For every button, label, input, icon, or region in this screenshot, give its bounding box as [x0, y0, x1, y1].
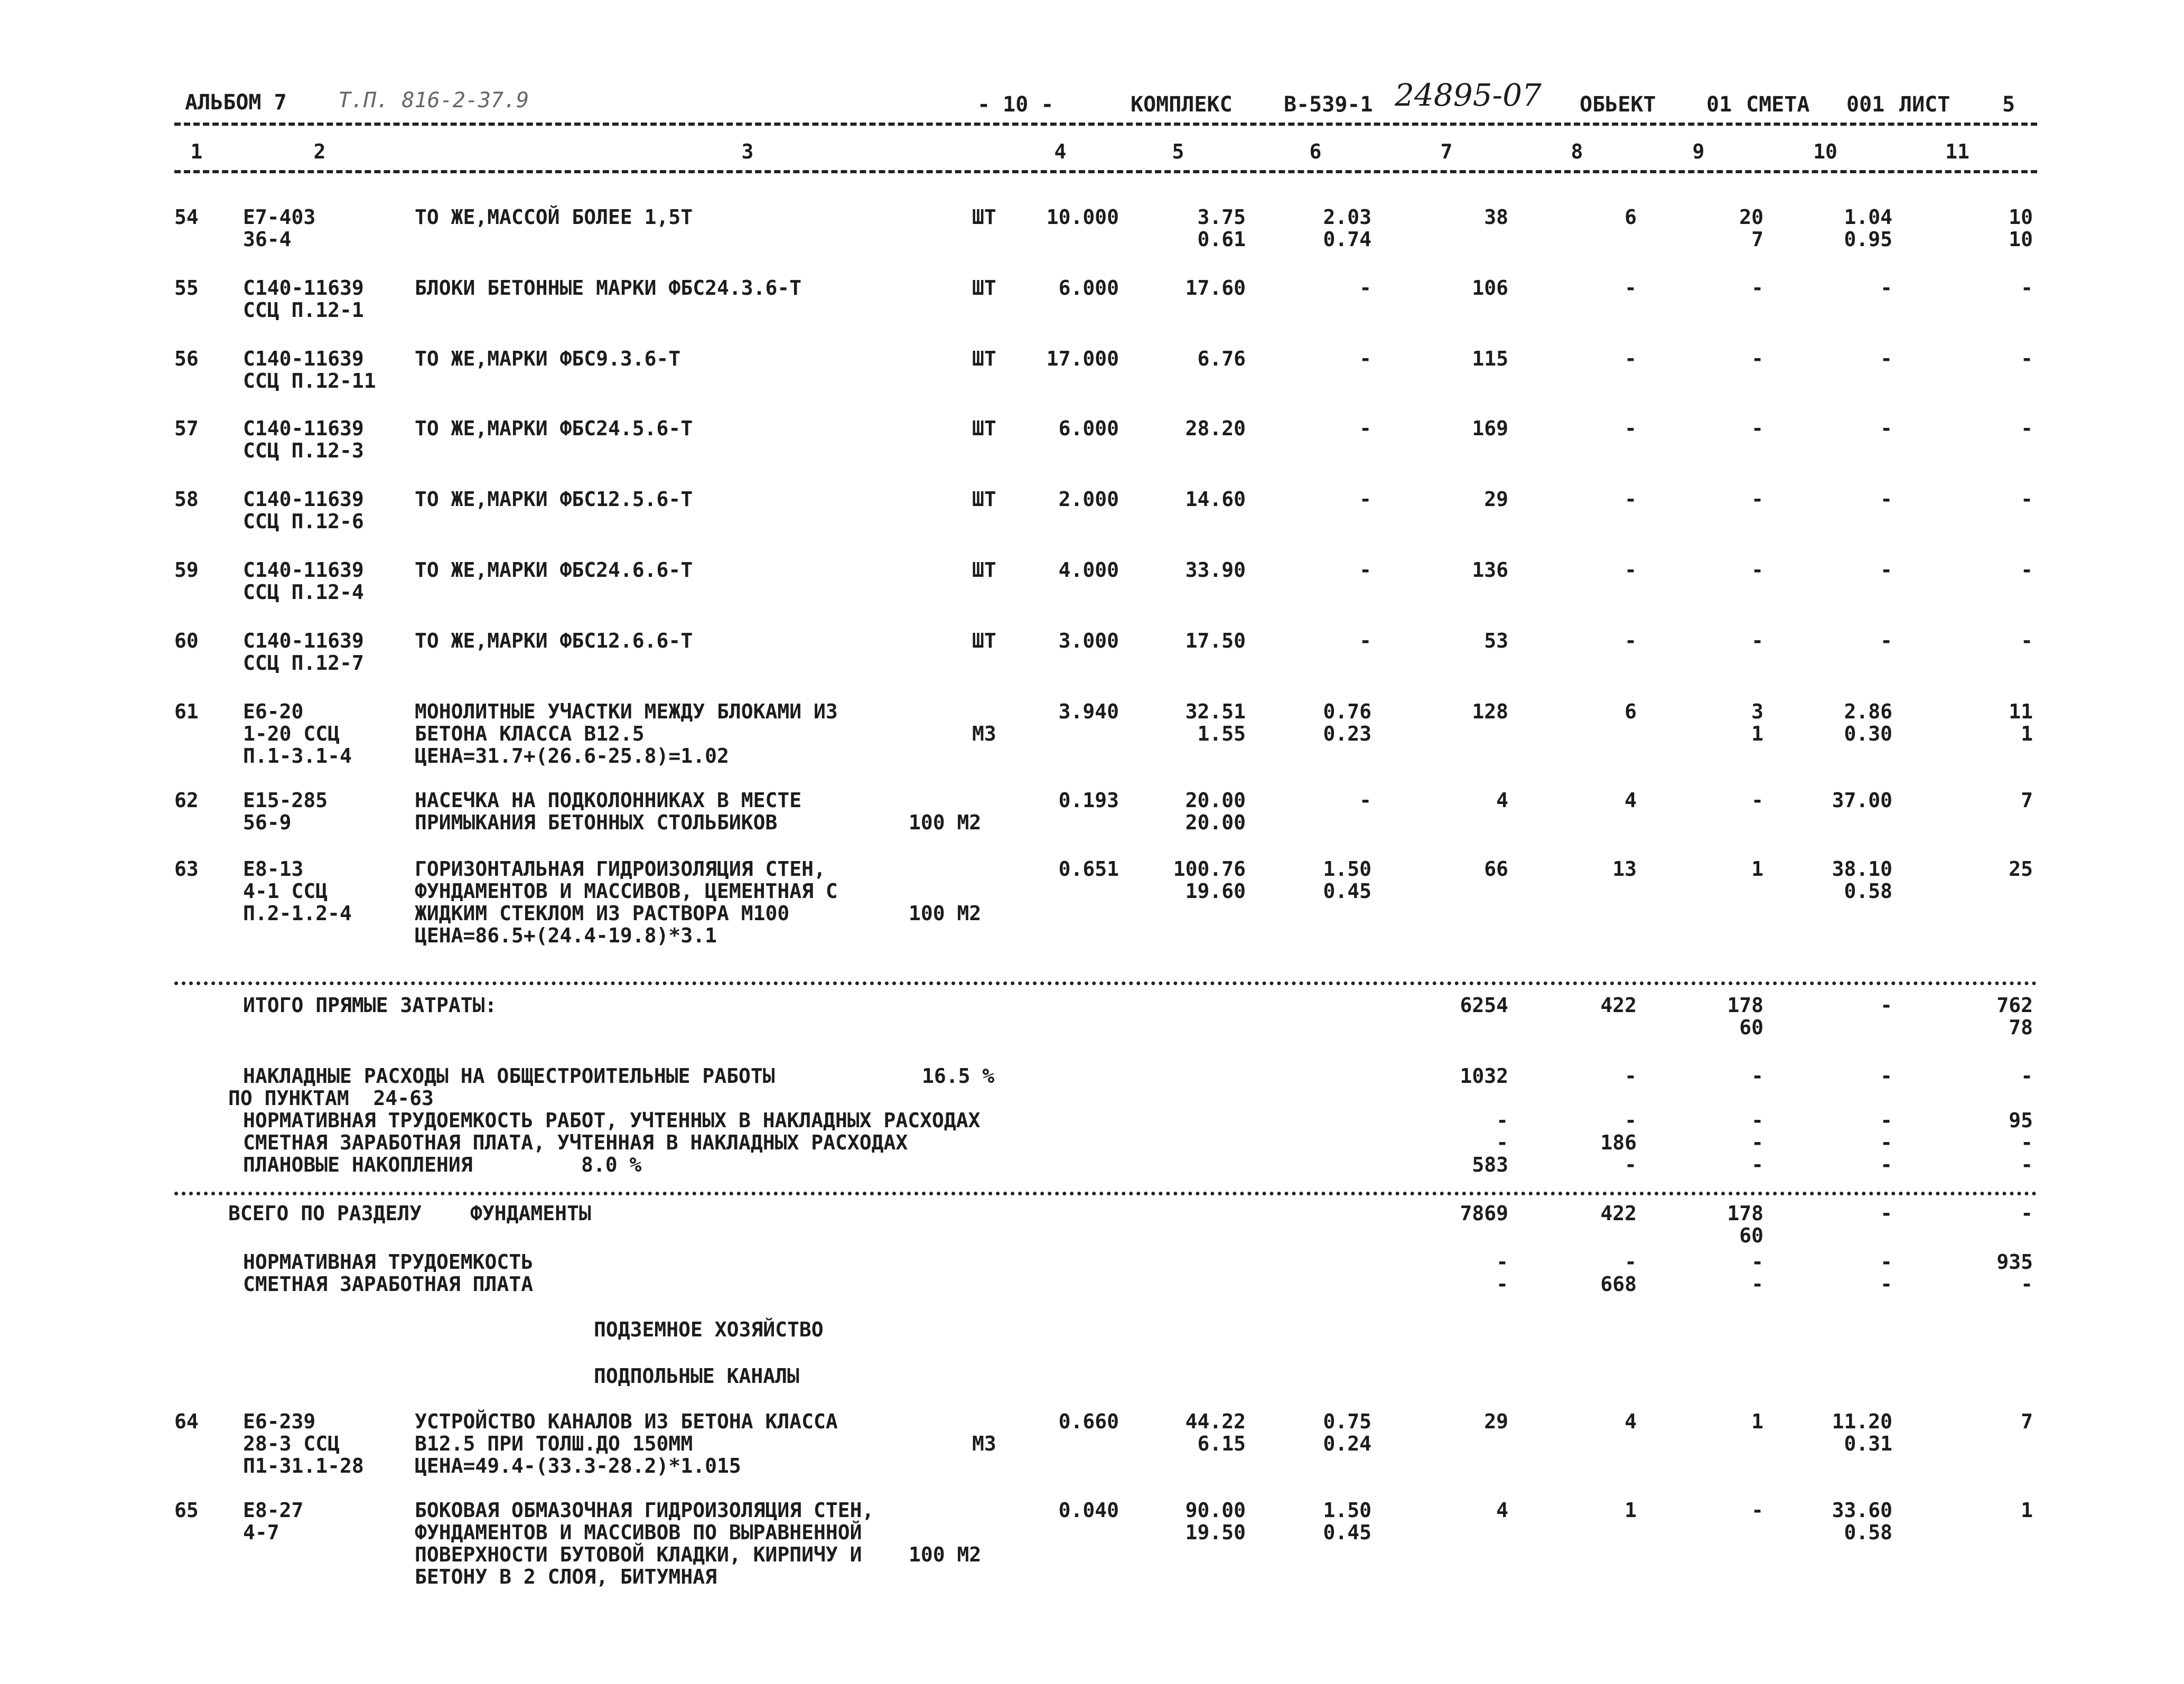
cell-col-5: 6.76	[1197, 347, 1246, 370]
rate-code: 36-4	[243, 228, 292, 251]
cell-col-5: 17.50	[1185, 629, 1246, 652]
work-description: ФУНДАМЕНТОВ И МАССИВОВ ПО ВЫРАВНЕННОЙ	[415, 1521, 862, 1544]
cell-col-6: 0.74	[1323, 228, 1371, 251]
rate-code: Е7-403	[243, 205, 316, 229]
cell-col-8: 1	[1625, 1499, 1637, 1522]
direct-costs-c11: 762	[1996, 994, 2033, 1017]
quantity: 0.193	[1058, 789, 1119, 812]
cell-col-6: 0.45	[1323, 1521, 1371, 1544]
cell-col-8: 6	[1625, 205, 1637, 229]
column-number-1: 1	[190, 140, 203, 163]
overhead-items-label: ПО ПУНКТАМ 24-63	[228, 1087, 434, 1110]
rate-code: С140-11639	[243, 347, 364, 370]
cell-col-7: 29	[1484, 1410, 1508, 1433]
cell-col-7: 128	[1472, 700, 1508, 723]
rate-code: ССЦ П.12-11	[243, 369, 376, 392]
smeta-label: СМЕТА	[1746, 92, 1810, 117]
quantity: 0.660	[1058, 1410, 1119, 1433]
cell-col-8: 13	[1612, 857, 1637, 881]
section-labor-c11: 935	[1996, 1250, 2033, 1274]
album-label: АЛЬБОМ 7	[185, 90, 287, 115]
planned-savings-c8: -	[1625, 1153, 1637, 1176]
cell-col-9: -	[1751, 1499, 1763, 1522]
row-number: 56	[174, 347, 199, 370]
cell-col-5: 20.00	[1185, 811, 1246, 834]
rate-code: ССЦ П.12-7	[243, 651, 364, 675]
work-description: ТО ЖЕ,МАРКИ ФБС24.5.6-Т	[415, 417, 693, 440]
direct-costs-c9: 178	[1727, 994, 1763, 1017]
cell-col-10: 0.58	[1844, 1521, 1892, 1544]
cell-col-9: -	[1751, 629, 1763, 652]
totals-separator	[174, 981, 2037, 985]
work-description: ЦЕНА=31.7+(26.6-25.8)=1.02	[415, 744, 729, 768]
section-wage-label: СМЕТНАЯ ЗАРАБОТНАЯ ПЛАТА	[243, 1273, 534, 1296]
rate-code: Е6-20	[243, 700, 304, 723]
rate-code: С140-11639	[243, 629, 364, 652]
cell-col-6: -	[1359, 629, 1371, 652]
column-number-3: 3	[741, 140, 754, 163]
sheet-number: 5	[2002, 92, 2015, 117]
cell-col-10: -	[1880, 629, 1892, 652]
section-wage-c11: -	[2021, 1273, 2033, 1296]
rate-code: 1-20 ССЦ	[243, 722, 340, 745]
complex-code: В-539-1	[1284, 92, 1373, 117]
column-number-8: 8	[1571, 140, 1583, 163]
unit-of-measure: М3	[972, 1432, 996, 1455]
column-number-2: 2	[313, 140, 326, 163]
work-description: МОНОЛИТНЫЕ УЧАСТКИ МЕЖДУ БЛОКАМИ ИЗ	[415, 700, 838, 723]
cell-col-10: 33.60	[1832, 1499, 1892, 1522]
cell-col-11: 1	[2021, 1499, 2033, 1522]
column-number-6: 6	[1309, 140, 1322, 163]
work-description: ТО ЖЕ,МАРКИ ФБС12.6.6-Т	[415, 629, 693, 652]
direct-costs-c10: -	[1880, 994, 1892, 1017]
section-labor-label: НОРМАТИВНАЯ ТРУДОЕМКОСТЬ	[243, 1250, 534, 1274]
cell-col-10: -	[1880, 488, 1892, 511]
overhead-wage-c11: -	[2021, 1131, 2033, 1154]
rate-code: Е6-239	[243, 1410, 316, 1433]
unit-of-measure: ШТ	[972, 347, 996, 370]
cell-col-9: -	[1751, 558, 1763, 582]
work-description: ФУНДАМЕНТОВ И МАССИВОВ, ЦЕМЕНТНАЯ С	[415, 880, 838, 903]
direct-costs-c11: 78	[2009, 1016, 2033, 1039]
overhead-label: НАКЛАДНЫЕ РАСХОДЫ НА ОБЩЕСТРОИТЕЛЬНЫЕ РАБОТЫ	[243, 1064, 775, 1088]
cell-col-8: -	[1625, 417, 1637, 440]
rate-code: П.2-1.2-4	[243, 902, 352, 925]
album-note: Т.П. 816-2-37.9	[338, 88, 529, 113]
cell-col-5: 33.90	[1185, 558, 1246, 582]
work-description: ПОВЕРХНОСТИ БУТОВОЙ КЛАДКИ, КИРПИЧУ И	[415, 1543, 862, 1566]
section-wage-c7: -	[1496, 1273, 1508, 1296]
handwritten-number: 24895-07	[1395, 77, 1542, 113]
rate-code: Е8-13	[243, 857, 304, 881]
rate-code: П1-31.1-28	[243, 1454, 364, 1477]
cell-col-10: -	[1880, 347, 1892, 370]
cell-col-9: -	[1751, 347, 1763, 370]
cell-col-10: 0.30	[1844, 722, 1892, 745]
section-total-c7: 7869	[1460, 1202, 1508, 1225]
cell-col-11: 7	[2021, 1410, 2033, 1433]
page-number: - 10 -	[977, 92, 1054, 117]
cell-col-10: 0.95	[1844, 228, 1892, 251]
rate-code: 28-3 ССЦ	[243, 1432, 340, 1455]
direct-costs-c7: 6254	[1460, 994, 1508, 1017]
cell-col-6: -	[1359, 417, 1371, 440]
overhead-c9: -	[1751, 1064, 1763, 1088]
overhead-labor-c7: -	[1496, 1109, 1508, 1132]
cell-col-6: 0.23	[1323, 722, 1371, 745]
unit-of-measure: ШТ	[972, 558, 996, 582]
row-number: 60	[174, 629, 199, 652]
work-description: БОКОВАЯ ОБМАЗОЧНАЯ ГИДРОИЗОЛЯЦИЯ СТЕН,	[415, 1499, 874, 1522]
cell-col-5: 19.60	[1185, 880, 1246, 903]
cell-col-11: -	[2021, 276, 2033, 300]
unit-of-measure: ШТ	[972, 205, 996, 229]
unit-of-measure: ШТ	[972, 629, 996, 652]
column-number-7: 7	[1440, 140, 1453, 163]
cell-col-10: 2.86	[1844, 700, 1892, 723]
section-wage-c9: -	[1751, 1273, 1763, 1296]
planned-savings-c11: -	[2021, 1153, 2033, 1176]
rate-code: Е8-27	[243, 1499, 304, 1522]
planned-savings-percent: 8.0 %	[581, 1153, 642, 1176]
cell-col-11: -	[2021, 417, 2033, 440]
unit-of-measure: 100 М2	[909, 1543, 982, 1566]
cell-col-6: 0.45	[1323, 880, 1371, 903]
quantity: 0.040	[1058, 1499, 1119, 1522]
work-description: ТО ЖЕ,МАРКИ ФБС24.6.6-Т	[415, 558, 693, 582]
overhead-labor-c9: -	[1751, 1109, 1763, 1132]
quantity: 10.000	[1046, 205, 1119, 229]
cell-col-7: 115	[1472, 347, 1508, 370]
work-description: ТО ЖЕ,МАРКИ ФБС12.5.6-Т	[415, 488, 693, 511]
object-label: ОБЬЕКТ	[1580, 92, 1656, 117]
overhead-c8: -	[1625, 1064, 1637, 1088]
rate-code: ССЦ П.12-1	[243, 298, 364, 322]
overhead-percent: 16.5 %	[922, 1064, 995, 1088]
section-total-c8: 422	[1600, 1202, 1637, 1225]
cell-col-9: 7	[1751, 228, 1763, 251]
planned-savings-c9: -	[1751, 1153, 1763, 1176]
cell-col-5: 0.61	[1197, 228, 1246, 251]
overhead-labor-c8: -	[1625, 1109, 1637, 1132]
direct-costs-c9: 60	[1739, 1016, 1763, 1039]
cell-col-6: 0.76	[1323, 700, 1371, 723]
overhead-c7: 1032	[1460, 1064, 1508, 1088]
cell-col-6: -	[1359, 488, 1371, 511]
cell-col-11: 10	[2009, 228, 2033, 251]
column-number-5: 5	[1172, 140, 1184, 163]
header-rule-top	[174, 123, 2037, 126]
section-separator	[174, 1192, 2037, 1195]
cell-col-11: 11	[2009, 700, 2033, 723]
section-total-c11: -	[2021, 1202, 2033, 1225]
work-description: В12.5 ПРИ ТОЛШ.ДО 150ММ	[415, 1432, 693, 1455]
work-description: ПРИМЫКАНИЯ БЕТОННЫХ СТОЛЬБИКОВ	[415, 811, 778, 834]
cell-col-11: 7	[2021, 789, 2033, 812]
cell-col-7: 38	[1484, 205, 1508, 229]
rate-code: ССЦ П.12-3	[243, 439, 364, 462]
work-description: БЕТОНУ В 2 СЛОЯ, БИТУМНАЯ	[415, 1565, 717, 1588]
work-description: ГОРИЗОНТАЛЬНАЯ ГИДРОИЗОЛЯЦИЯ СТЕН,	[415, 857, 826, 881]
cell-col-9: 1	[1751, 1410, 1763, 1433]
cell-col-8: 4	[1625, 789, 1637, 812]
cell-col-7: 53	[1484, 629, 1508, 652]
cell-col-5: 6.15	[1197, 1432, 1246, 1455]
rate-code: ССЦ П.12-6	[243, 510, 364, 533]
cell-col-7: 29	[1484, 488, 1508, 511]
cell-col-11: 1	[2021, 722, 2033, 745]
row-number: 64	[174, 1410, 199, 1433]
cell-col-8: -	[1625, 558, 1637, 582]
complex-label: КОМПЛЕКС	[1131, 92, 1233, 117]
overhead-wage-c9: -	[1751, 1131, 1763, 1154]
quantity: 6.000	[1058, 276, 1119, 300]
row-number: 65	[174, 1499, 199, 1522]
section-total-c9: 178	[1727, 1202, 1763, 1225]
cell-col-5: 3.75	[1197, 205, 1246, 229]
section-labor-c9: -	[1751, 1250, 1763, 1274]
rate-code: Е15-285	[243, 789, 328, 812]
unit-of-measure: ШТ	[972, 417, 996, 440]
overhead-wage-label: СМЕТНАЯ ЗАРАБОТНАЯ ПЛАТА, УЧТЕННАЯ В НАКЛАДНЫХ РАСХОДАХ	[243, 1131, 908, 1154]
unit-of-measure: ШТ	[972, 488, 996, 511]
cell-col-11: -	[2021, 558, 2033, 582]
cell-col-6: 1.50	[1323, 1499, 1371, 1522]
cell-col-8: 6	[1625, 700, 1637, 723]
cell-col-8: -	[1625, 347, 1637, 370]
unit-of-measure: М3	[972, 722, 996, 745]
cell-col-7: 169	[1472, 417, 1508, 440]
header-rule-bottom	[174, 170, 2037, 173]
work-description: БЛОКИ БЕТОННЫЕ МАРКИ ФБС24.3.6-Т	[415, 276, 802, 300]
rate-code: П.1-3.1-4	[243, 744, 352, 768]
rate-code: 4-1 ССЦ	[243, 880, 328, 903]
cell-col-7: 66	[1484, 857, 1508, 881]
cell-col-11: -	[2021, 347, 2033, 370]
cell-col-10: -	[1880, 276, 1892, 300]
cell-col-5: 100.76	[1173, 857, 1246, 881]
quantity: 2.000	[1058, 488, 1119, 511]
section-wage-c8: 668	[1600, 1273, 1637, 1296]
section-total-c9: 60	[1739, 1224, 1763, 1247]
cell-col-8: -	[1625, 488, 1637, 511]
overhead-labor-c11: 95	[2009, 1109, 2033, 1132]
quantity: 3.940	[1058, 700, 1119, 723]
rate-code: С140-11639	[243, 558, 364, 582]
cell-col-6: 0.75	[1323, 1410, 1371, 1433]
section-labor-c8: -	[1625, 1250, 1637, 1274]
cell-col-11: -	[2021, 629, 2033, 652]
cell-col-11: -	[2021, 488, 2033, 511]
rate-code: 56-9	[243, 811, 292, 834]
direct-costs-c8: 422	[1600, 994, 1637, 1017]
work-description: ЦЕНА=86.5+(24.4-19.8)*3.1	[415, 924, 717, 947]
cell-col-5: 28.20	[1185, 417, 1246, 440]
work-description: ТО ЖЕ,МАРКИ ФБС9.3.6-Т	[415, 347, 681, 370]
cell-col-11: 25	[2009, 857, 2033, 881]
overhead-labor-c10: -	[1880, 1109, 1892, 1132]
unit-of-measure: 100 М2	[909, 902, 982, 925]
cell-col-5: 90.00	[1185, 1499, 1246, 1522]
cell-col-9: 20	[1739, 205, 1763, 229]
cell-col-5: 1.55	[1197, 722, 1246, 745]
unit-of-measure: ШТ	[972, 276, 996, 300]
cell-col-5: 14.60	[1185, 488, 1246, 511]
cell-col-9: -	[1751, 789, 1763, 812]
cell-col-10: -	[1880, 417, 1892, 440]
planned-savings-c7: 583	[1472, 1153, 1508, 1176]
planned-savings-label: ПЛАНОВЫЕ НАКОПЛЕНИЯ	[243, 1153, 473, 1176]
rate-code: С140-11639	[243, 488, 364, 511]
work-description: УСТРОЙСТВО КАНАЛОВ ИЗ БЕТОНА КЛАССА	[415, 1410, 838, 1433]
cell-col-6: -	[1359, 558, 1371, 582]
cell-col-5: 19.50	[1185, 1521, 1246, 1544]
rate-code: 4-7	[243, 1521, 279, 1544]
row-number: 59	[174, 558, 199, 582]
cell-col-7: 106	[1472, 276, 1508, 300]
cell-col-8: 4	[1625, 1410, 1637, 1433]
heading-sub: ПОДПОЛЬНЫЕ КАНАЛЫ	[594, 1364, 799, 1388]
column-number-9: 9	[1692, 140, 1705, 163]
cell-col-7: 4	[1496, 789, 1508, 812]
section-name: ФУНДАМЕНТЫ	[470, 1202, 591, 1225]
cell-col-10: 37.00	[1832, 789, 1892, 812]
cell-col-6: -	[1359, 347, 1371, 370]
overhead-wage-c8: 186	[1600, 1131, 1637, 1154]
cell-col-10: 0.58	[1844, 880, 1892, 903]
work-description: ЦЕНА=49.4-(33.3-28.2)*1.015	[415, 1454, 741, 1477]
work-description: БЕТОНА КЛАССА В12.5	[415, 722, 645, 745]
cell-col-10: 0.31	[1844, 1432, 1892, 1455]
row-number: 58	[174, 488, 199, 511]
section-total-c10: -	[1880, 1202, 1892, 1225]
cell-col-8: -	[1625, 629, 1637, 652]
cell-col-10: 11.20	[1832, 1410, 1892, 1433]
cell-col-9: 3	[1751, 700, 1763, 723]
row-number: 57	[174, 417, 199, 440]
overhead-labor-label: НОРМАТИВНАЯ ТРУДОЕМКОСТЬ РАБОТ, УЧТЕННЫХ В НАКЛАДНЫХ РАСХОДАХ	[243, 1109, 981, 1132]
cell-col-7: 136	[1472, 558, 1508, 582]
cell-col-5: 44.22	[1185, 1410, 1246, 1433]
cell-col-10: 1.04	[1844, 205, 1892, 229]
section-total-label: ВСЕГО ПО РАЗДЕЛУ	[228, 1202, 422, 1225]
cell-col-9: -	[1751, 488, 1763, 511]
cell-col-5: 20.00	[1185, 789, 1246, 812]
unit-of-measure: 100 М2	[909, 811, 982, 834]
quantity: 6.000	[1058, 417, 1119, 440]
column-number-4: 4	[1054, 140, 1067, 163]
rate-code: ССЦ П.12-4	[243, 581, 364, 604]
rate-code: С140-11639	[243, 276, 364, 300]
cell-col-5: 17.60	[1185, 276, 1246, 300]
cell-col-6: 1.50	[1323, 857, 1371, 881]
cell-col-6: -	[1359, 276, 1371, 300]
direct-costs-label: ИТОГО ПРЯМЫЕ ЗАТРАТЫ:	[243, 994, 497, 1017]
cell-col-11: 10	[2009, 205, 2033, 229]
row-number: 54	[174, 205, 199, 229]
row-number: 63	[174, 857, 199, 881]
object-number: 01	[1706, 92, 1732, 117]
quantity: 4.000	[1058, 558, 1119, 582]
overhead-wage-c7: -	[1496, 1131, 1508, 1154]
cell-col-9: 1	[1751, 857, 1763, 881]
cell-col-7: 4	[1496, 1499, 1508, 1522]
quantity: 0.651	[1058, 857, 1119, 881]
sheet-label: ЛИСТ	[1899, 92, 1950, 117]
row-number: 62	[174, 789, 199, 812]
cell-col-6: -	[1359, 789, 1371, 812]
planned-savings-c10: -	[1880, 1153, 1892, 1176]
cell-col-8: -	[1625, 276, 1637, 300]
overhead-wage-c10: -	[1880, 1131, 1892, 1154]
work-description: НАСЕЧКА НА ПОДКОЛОННИКАХ В МЕСТЕ	[415, 789, 802, 812]
overhead-c10: -	[1880, 1064, 1892, 1088]
cell-col-9: -	[1751, 276, 1763, 300]
cell-col-10: 38.10	[1832, 857, 1892, 881]
rate-code: С140-11639	[243, 417, 364, 440]
column-number-10: 10	[1813, 140, 1837, 163]
row-number: 55	[174, 276, 199, 300]
quantity: 17.000	[1046, 347, 1119, 370]
section-labor-c10: -	[1880, 1250, 1892, 1274]
heading-main: ПОДЗЕМНОЕ ХОЗЯЙСТВО	[594, 1318, 824, 1341]
column-number-11: 11	[1945, 140, 1970, 163]
cell-col-9: -	[1751, 417, 1763, 440]
cell-col-9: 1	[1751, 722, 1763, 745]
quantity: 3.000	[1058, 629, 1119, 652]
row-number: 61	[174, 700, 199, 723]
smeta-number: 001	[1846, 92, 1885, 117]
work-description: ЖИДКИМ СТЕКЛОМ ИЗ РАСТВОРА М100	[415, 902, 790, 925]
cell-col-5: 32.51	[1185, 700, 1246, 723]
work-description: ТО ЖЕ,МАССОЙ БОЛЕЕ 1,5Т	[415, 205, 693, 229]
overhead-c11: -	[2021, 1064, 2033, 1088]
cell-col-10: -	[1880, 558, 1892, 582]
section-labor-c7: -	[1496, 1250, 1508, 1274]
cell-col-6: 2.03	[1323, 205, 1371, 229]
cell-col-6: 0.24	[1323, 1432, 1371, 1455]
section-wage-c10: -	[1880, 1273, 1892, 1296]
